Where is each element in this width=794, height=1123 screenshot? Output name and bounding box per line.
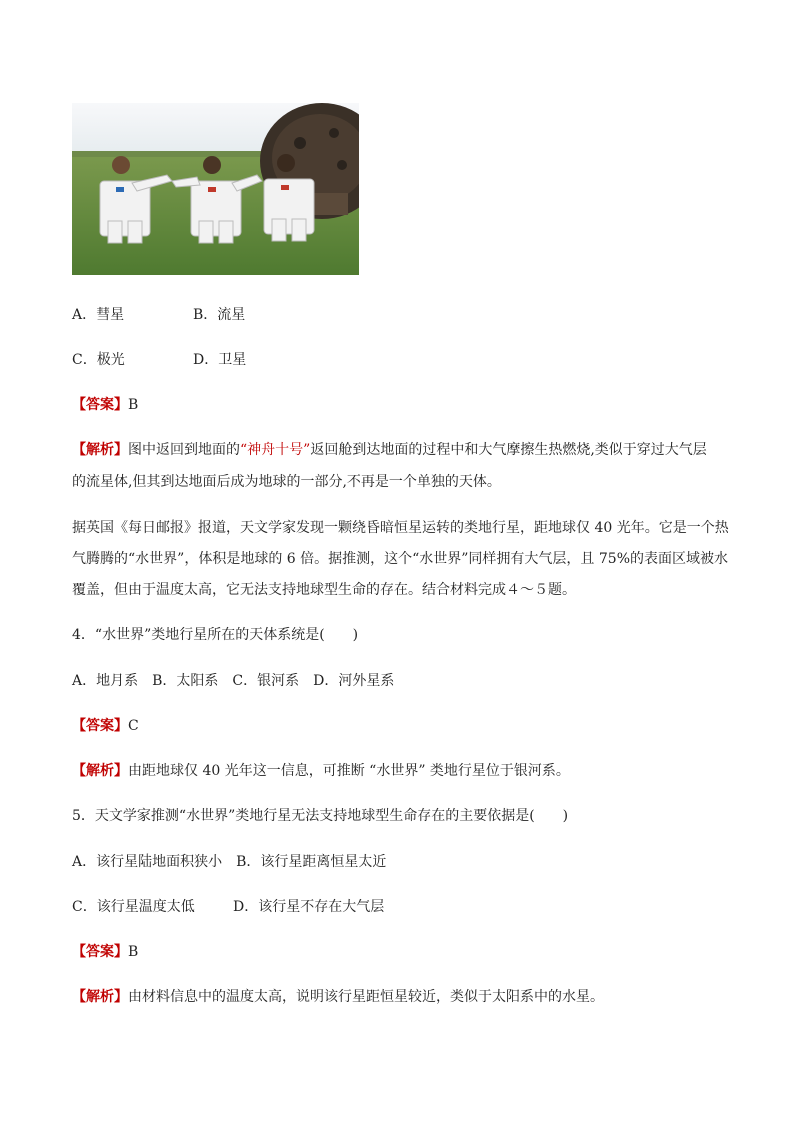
q4-answer	[72, 716, 139, 736]
q5-option-c: C．该行星温度太低	[72, 899, 195, 915]
answer-tag: 【答案】	[72, 397, 128, 413]
q3-analysis-line1	[72, 440, 707, 460]
q3-analysis-line2: 的流星体,但其到达地面后成为地球的一部分,不再是一个单独的天体。	[72, 474, 501, 490]
q3-options-row1	[72, 305, 245, 325]
analysis-text: 由距地球仅 40 光年这一信息，可推断 “水世界” 类地行星位于银河系。	[128, 763, 570, 779]
q3-option-a: A．彗星	[72, 307, 125, 323]
analysis-quote: “神舟十号”	[240, 442, 311, 458]
q3-option-c: C．极光	[72, 352, 125, 368]
answer-value: B	[128, 397, 139, 413]
material-line3: 覆盖，但由于温度太高，它无法支持地球型生命的存在。结合材料完成４～５题。	[72, 582, 576, 598]
analysis-tag: 【解析】	[72, 763, 128, 779]
q3-option-d: D．卫星	[193, 352, 247, 368]
answer-tag: 【答案】	[72, 718, 128, 734]
q5-stem: 5．天文学家推测“水世界”类地行星无法支持地球型生命存在的主要依据是( )	[72, 808, 569, 824]
q3-option-b: B．流星	[193, 307, 246, 323]
q4-stem: 4．“水世界”类地行星所在的天体系统是( )	[72, 627, 359, 643]
analysis-text: 图中返回到地面的	[128, 442, 240, 458]
q4-options: A．地月系 B．太阳系 C．银河系 D．河外星系	[72, 673, 395, 689]
q5-analysis	[72, 987, 604, 1007]
answer-value: B	[128, 944, 139, 960]
q5-option-d: D．该行星不存在大气层	[233, 899, 385, 915]
material-line2: 气腾腾的“水世界”，体积是地球的 6 倍。据推测，这个“水世界”同样拥有大气层，且 75%的表面区域被水	[72, 551, 729, 567]
q3-options-row2	[72, 350, 246, 370]
q4-analysis	[72, 761, 570, 781]
astronaut-landing-photo	[72, 103, 359, 275]
q5-options-row1: A．该行星陆地面积狭小 B．该行星距离恒星太近	[72, 854, 387, 870]
material-line1: 据英国《每日邮报》报道，天文学家发现一颗绕昏暗恒星运转的类地行星，距地球仅 40 光年。它是一个热	[72, 520, 729, 536]
analysis-tag: 【解析】	[72, 989, 128, 1005]
answer-tag: 【答案】	[72, 944, 128, 960]
q5-options-row2	[72, 897, 384, 917]
answer-value: C	[128, 718, 139, 734]
analysis-text: 由材料信息中的温度太高，说明该行星距恒星较近，类似于太阳系中的水星。	[128, 989, 604, 1005]
q3-answer	[72, 395, 138, 415]
analysis-tag: 【解析】	[72, 442, 128, 458]
analysis-text: 返回舱到达地面的过程中和大气摩擦生热燃烧,类似于穿过大气层	[310, 442, 707, 458]
q5-answer	[72, 942, 138, 962]
